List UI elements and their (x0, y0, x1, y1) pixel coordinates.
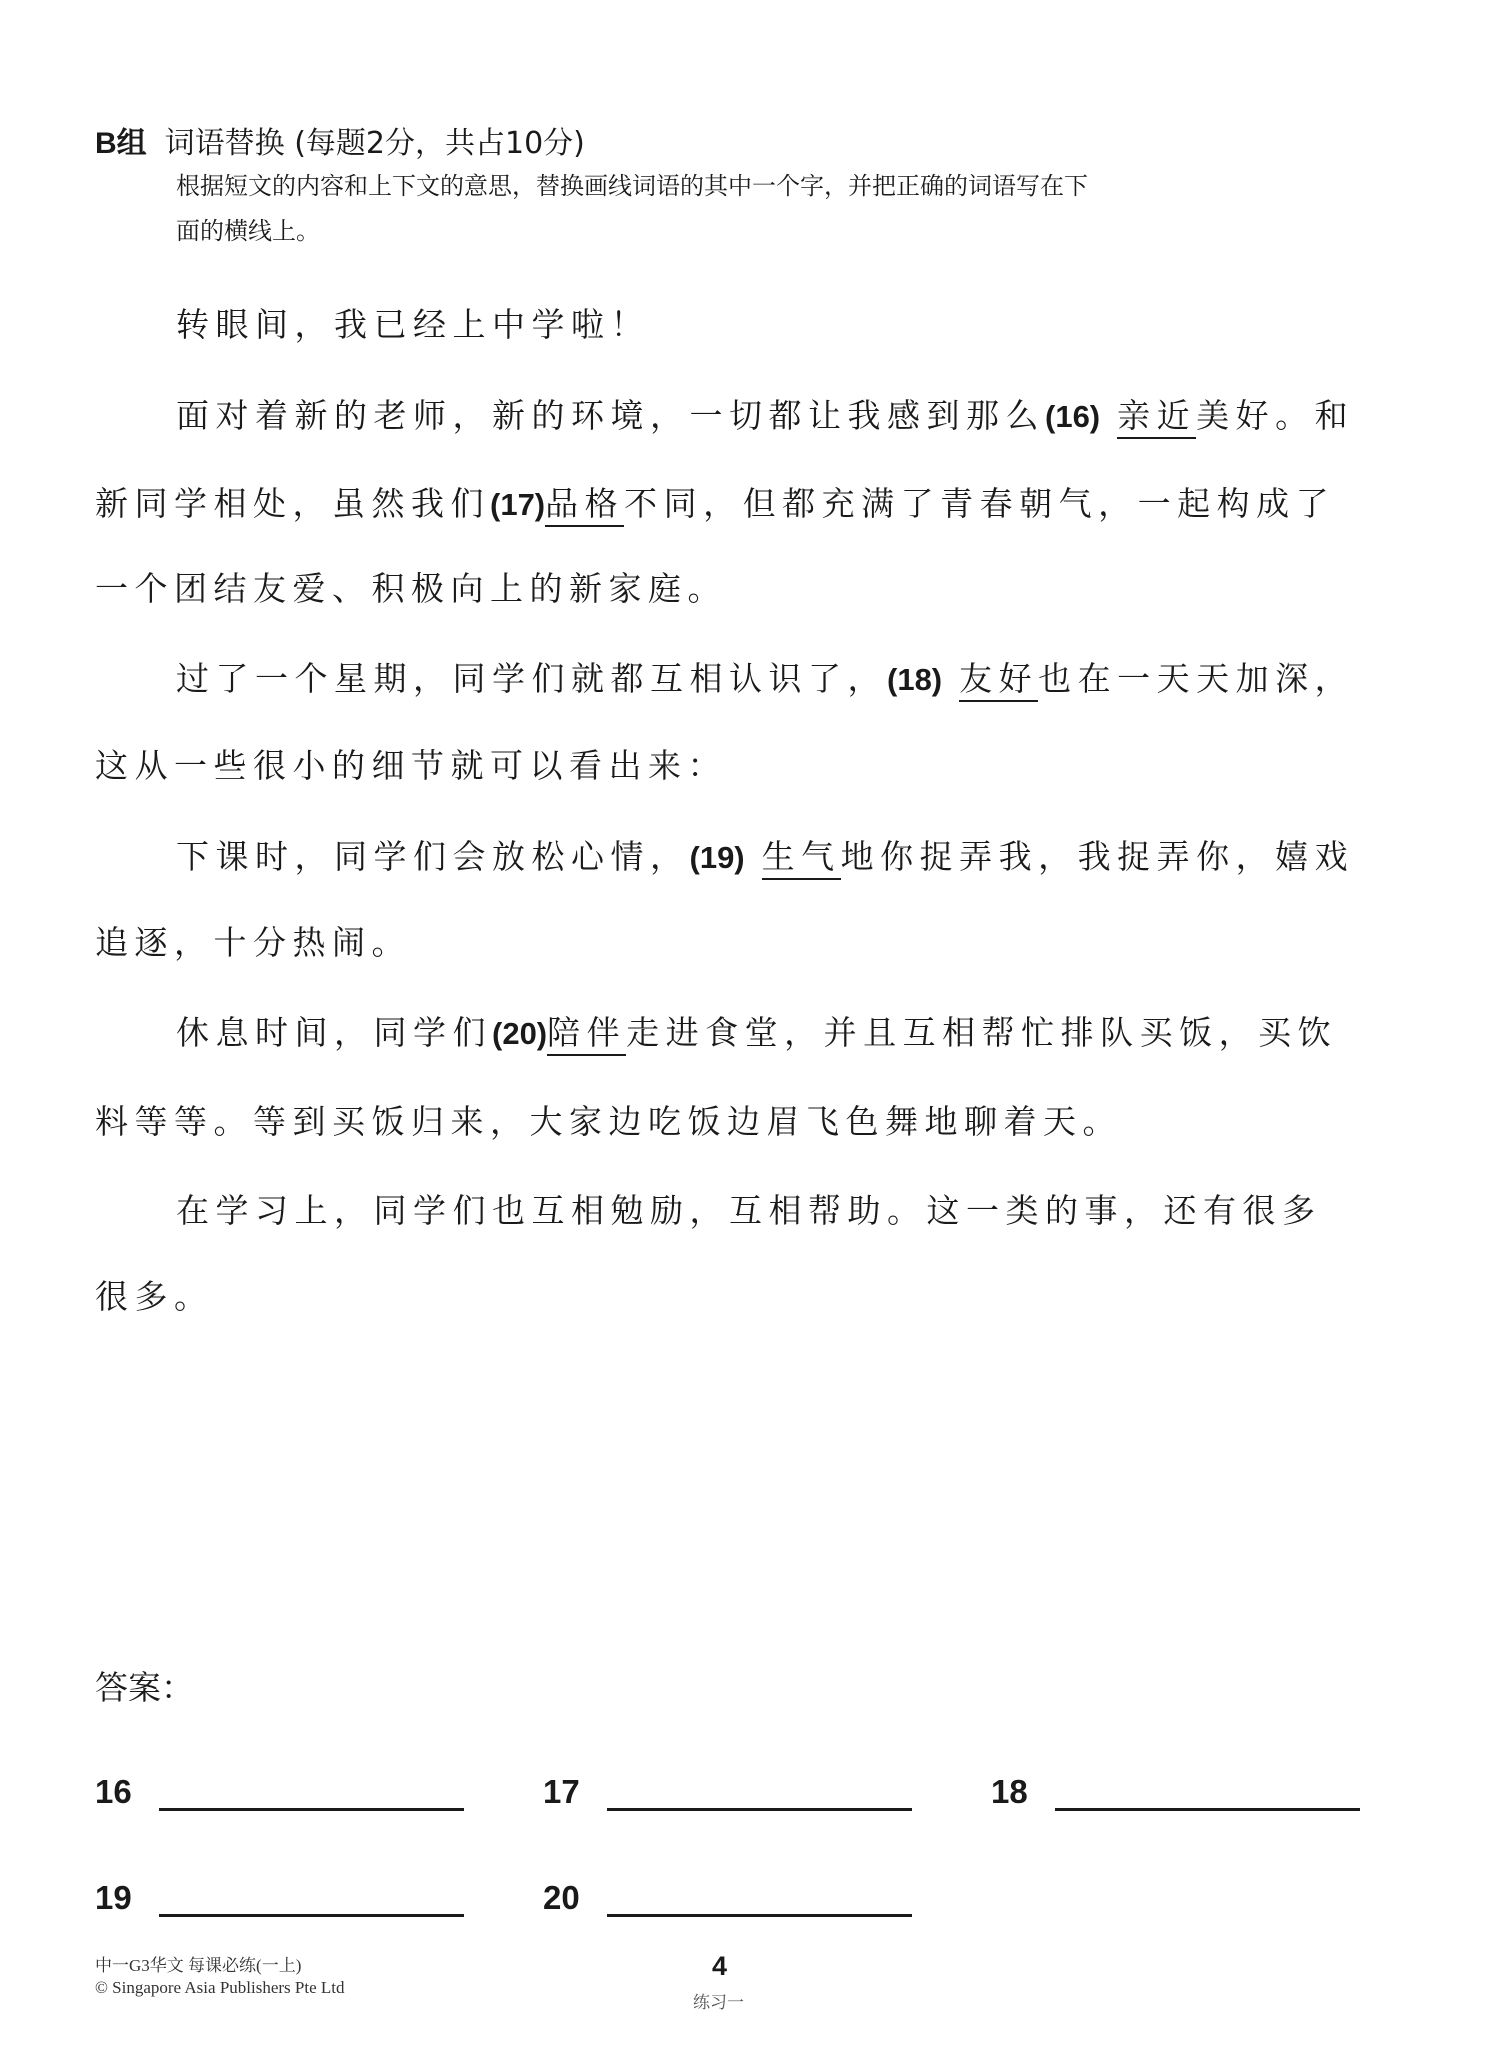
answer-number-16: 16 (95, 1773, 132, 1810)
question-number-20: (20) (492, 1016, 548, 1051)
text: 地你捉弄我，我捉弄你，嬉戏 (840, 837, 1355, 876)
text: 休息时间，同学们 (176, 1013, 492, 1052)
text: 也在一天天加深， (1038, 659, 1355, 698)
exercise-label: 练习一 (693, 1993, 744, 2013)
section-heading (95, 118, 585, 162)
text: 面对着新的老师，新的环境，一切都让我感到那么 (176, 396, 1045, 435)
section-title: 词语替换 (每题2分，共占10分) (164, 126, 585, 161)
passage-p1: 转眼间，我已经上中学啦！ (176, 305, 650, 344)
text: 过了一个星期，同学们就都互相认识了， (176, 659, 887, 698)
answer-line-18[interactable] (1055, 1808, 1360, 1811)
passage-p5-line2: 料等等。等到买饭归来，大家边吃饭边眉飞色舞地聊着天。 (95, 1102, 1122, 1141)
passage-p5-line1 (176, 1007, 1337, 1054)
instruction-line-2: 面的横线上。 (176, 217, 320, 245)
answer-line-16[interactable] (159, 1808, 464, 1811)
footer-book-info (95, 1955, 345, 1999)
passage-p6-line2: 很多。 (95, 1277, 214, 1316)
book-title: 中一G3华文 每课必练(一上) (95, 1956, 302, 1975)
passage-p3-line2: 这从一些很小的细节就可以看出来： (95, 746, 727, 785)
text: 新同学相处，虽然我们 (95, 484, 490, 523)
answer-line-17[interactable] (607, 1808, 912, 1811)
passage-p3-line1 (176, 653, 1354, 700)
answer-number-19: 19 (95, 1879, 132, 1916)
answer-number-17: 17 (543, 1773, 580, 1810)
passage-p4-line2: 追逐，十分热闹。 (95, 923, 411, 962)
instruction-line-1: 根据短文的内容和上下文的意思，替换画线词语的其中一个字，并把正确的词语写在下 (176, 172, 1088, 200)
text: 下课时，同学们会放松心情， (176, 837, 690, 876)
question-number-19: (19) (689, 840, 745, 875)
passage-p4-line1 (176, 831, 1354, 878)
answers-title: 答案： (95, 1668, 194, 1707)
underlined-word-20: 陪伴 (547, 1013, 626, 1056)
question-number-17: (17) (490, 487, 546, 522)
page-number: 4 (712, 1951, 728, 1981)
answer-number-18: 18 (991, 1773, 1028, 1810)
passage-p6-line1: 在学习上，同学们也互相勉励，互相帮助。这一类的事，还有很多 (176, 1191, 1322, 1230)
passage-p2-line1 (176, 390, 1354, 437)
passage-p2-line3: 一个团结友爱、积极向上的新家庭。 (95, 569, 727, 608)
answer-line-19[interactable] (159, 1914, 464, 1917)
group-label: B组 (95, 127, 147, 160)
question-number-18: (18) (887, 662, 943, 697)
underlined-word-19: 生气 (762, 837, 841, 880)
copyright: © Singapore Asia Publishers Pte Ltd (95, 1978, 345, 1997)
passage-p2-line2 (95, 478, 1335, 525)
question-number-16: (16) (1045, 399, 1101, 434)
underlined-word-17: 品格 (545, 484, 624, 527)
text: 不同，但都充满了青春朝气，一起构成了 (624, 484, 1336, 523)
text: 走进食堂，并且互相帮忙排队买饭，买饮 (626, 1013, 1338, 1052)
underlined-word-16: 亲近 (1117, 396, 1196, 439)
underlined-word-18: 友好 (959, 659, 1038, 702)
answer-number-20: 20 (543, 1879, 580, 1916)
text: 美好。和 (1196, 396, 1355, 435)
answer-line-20[interactable] (607, 1914, 912, 1917)
